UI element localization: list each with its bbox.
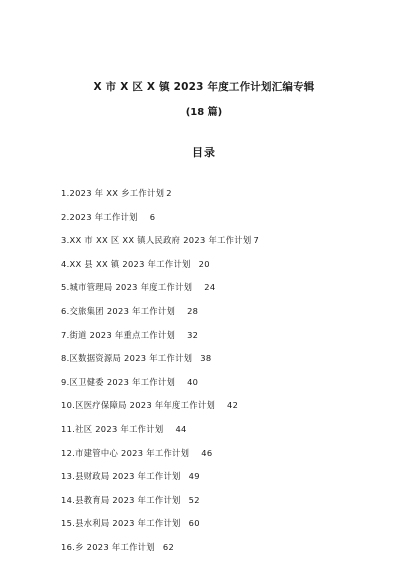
toc-item-label: 7.街道 2023 年重点工作计划 (61, 329, 176, 340)
toc-item-page: 24 (204, 282, 216, 293)
toc-item-page: 6 (149, 211, 156, 222)
toc-item-label: 2.2023 年工作计划 (61, 211, 138, 222)
toc-item[interactable] (61, 300, 259, 324)
table-of-contents (61, 182, 259, 560)
toc-item-label: 6.交旅集团 2023 年工作计划 (61, 305, 176, 316)
toc-item-label: 15.县水利局 2023 年工作计划 (61, 518, 181, 529)
document-subtitle: (18 篇) (185, 107, 223, 118)
toc-item[interactable] (61, 276, 259, 300)
toc-item-label: 9.区卫健委 2023 年工作计划 (61, 376, 176, 387)
toc-item-label: 3.XX 市 XX 区 XX 镇人民政府 2023 年工作计划 (61, 235, 252, 246)
toc-item[interactable] (61, 253, 259, 277)
toc-item[interactable] (61, 229, 259, 253)
toc-item-page: 46 (201, 447, 213, 458)
toc-heading: 目录 (192, 146, 216, 159)
toc-item-label: 12.市建管中心 2023 年工作计划 (61, 447, 190, 458)
toc-item[interactable] (61, 418, 259, 442)
toc-item-page: 2 (166, 188, 172, 198)
toc-item-label: 11.社区 2023 年工作计划 (61, 423, 164, 434)
toc-item-label: 13.县财政局 2023 年工作计划 (61, 471, 181, 482)
toc-item[interactable] (61, 394, 259, 418)
toc-item-label: 4.XX 县 XX 镇 2023 年工作计划 (61, 258, 191, 269)
toc-item[interactable] (61, 206, 259, 230)
toc-item[interactable] (61, 347, 259, 371)
toc-item-label: 1.2023 年 XX 乡工作计划 (61, 188, 165, 198)
toc-item[interactable] (61, 442, 259, 466)
toc-item-label: 8.区数据资源局 2023 年工作计划 (61, 353, 193, 364)
toc-item-page: 38 (200, 353, 212, 364)
toc-item-label: 5.城市管理局 2023 年度工作计划 (61, 282, 193, 293)
document-title: X 市 X 区 X 镇 2023 年度工作计划汇编专辑 (93, 81, 315, 93)
toc-item[interactable] (61, 512, 259, 536)
toc-item-page: 32 (187, 329, 199, 340)
toc-item-page: 62 (162, 541, 175, 552)
toc-item-label: 10.区医疗保障局 2023 年年度工作计划 (61, 400, 216, 411)
toc-item[interactable] (61, 465, 259, 489)
toc-item-page: 42 (227, 400, 239, 411)
toc-item-label: 14.县教育局 2023 年工作计划 (61, 494, 181, 505)
toc-item-label: 16.乡 2023 年工作计划 (61, 541, 155, 552)
toc-item[interactable] (61, 536, 259, 560)
toc-item[interactable] (61, 182, 259, 206)
toc-item[interactable] (61, 324, 259, 348)
toc-item-page: 28 (187, 305, 199, 316)
toc-item[interactable] (61, 371, 259, 395)
toc-item-page: 52 (188, 494, 200, 505)
toc-item[interactable] (61, 489, 259, 513)
toc-item-page: 49 (188, 471, 200, 482)
toc-item-page: 20 (198, 258, 210, 269)
toc-item-page: 40 (187, 376, 199, 387)
toc-item-page: 44 (175, 423, 187, 434)
toc-item-page: 60 (188, 518, 200, 529)
toc-item-page: 7 (253, 235, 260, 246)
